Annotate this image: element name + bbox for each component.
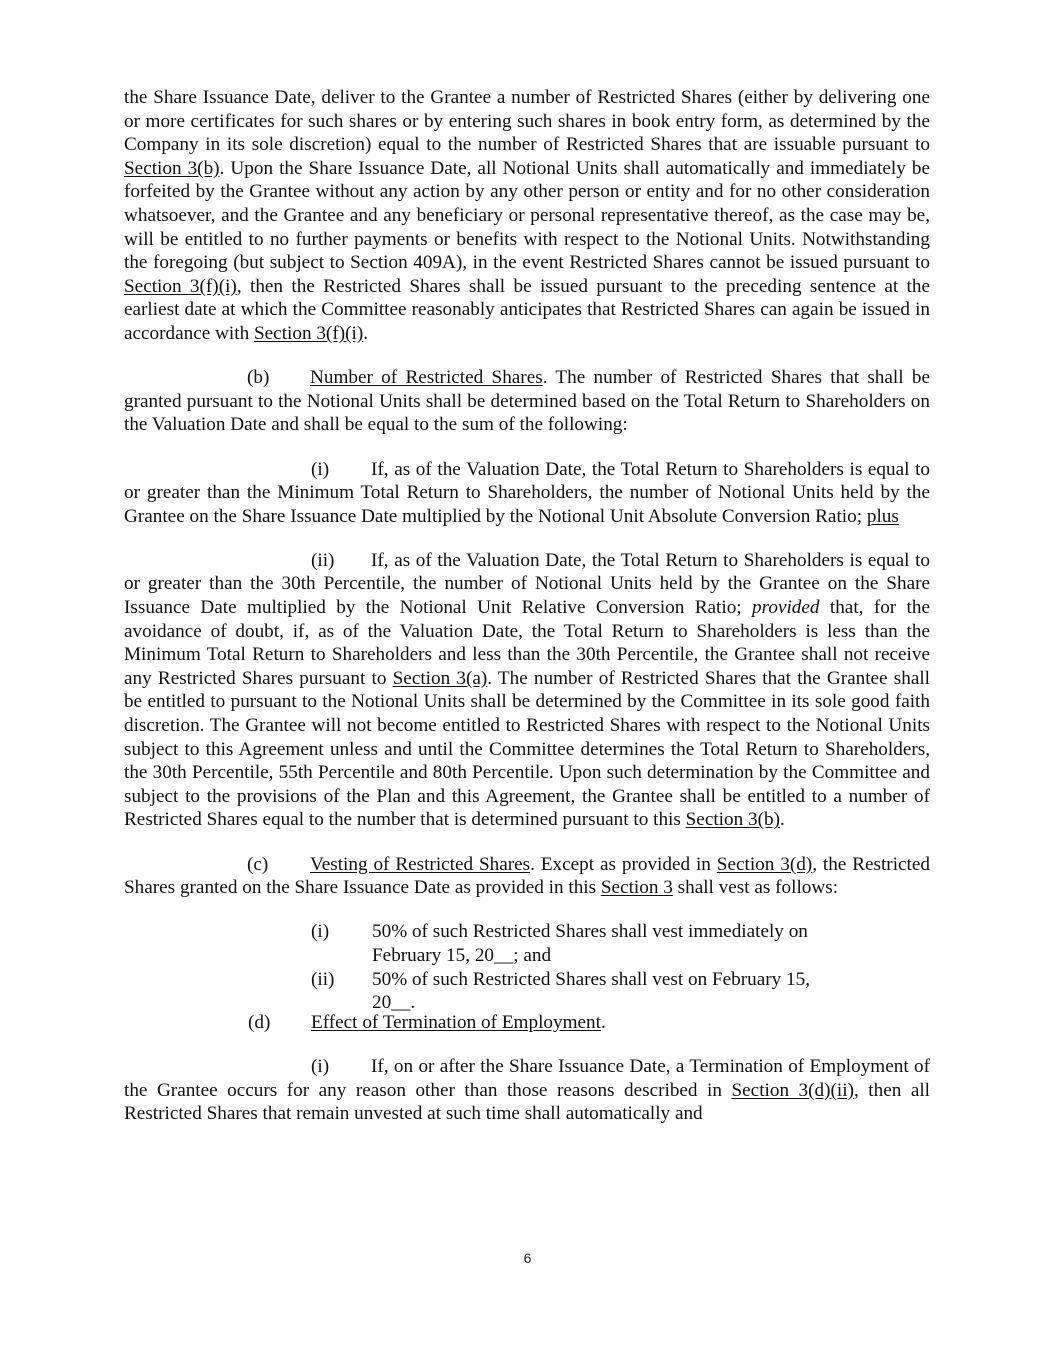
section-ref: Section 3 <box>600 877 673 899</box>
vesting-list <box>124 920 930 1014</box>
paragraph-label: (d) <box>248 1011 271 1033</box>
list-item <box>124 968 842 1015</box>
section-ref: Section 3(b) <box>124 157 220 179</box>
emphasis-plus: plus <box>866 505 899 527</box>
section-heading: Number of Restricted Shares <box>310 367 543 389</box>
section-ref: Section 3(d) <box>716 853 813 875</box>
section-ref: Section 3(a) <box>392 667 488 689</box>
paragraph-a-continuation: the Share Issuance Date, deliver to the Grantee a number of Restricted Shares (either by delivering one or more certificates for such shares or by entering such shares in book entry form, as determined by the Company in its sole discretion) equal to the number of Restricted Shares that are issuable pursuant to Section 3(b). Upon the Share Issuance Date, all Notional Units shall automatically and immediately be forfeited by the Grantee without any action by any other person or entity and for no other consideration whatsoever, and the Grantee and any beneficiary or personal representative thereof, as the case may be, will be entitled to no further payments or benefits with respect to the Notional Units. Notwithstanding the foregoing (but subject to Section 409A), in the event Restricted Shares cannot be issued pursuant to Section 3(f)(i), then the Restricted Shares shall be issued pursuant to the preceding sentence at the earliest date at which the Committee reasonably anticipates that Restricted Shares can again be issued in accordance with Section 3(f)(i). <box>124 87 930 344</box>
section-ref: Section 3(b) <box>685 809 780 831</box>
paragraph-label: (b) <box>247 367 270 389</box>
paragraph-label: (i) <box>311 1055 330 1077</box>
paragraph-b-i: (i) If, as of the Valuation Date, the Total Return to Shareholders is equal to or greater than the Minimum Total Return to Shareholders, the number of Notional Units held by the Grantee on the Share Issuance Date multiplied by the Notional Unit Absolute Conversion Ratio; plus <box>124 458 930 527</box>
paragraph-label: (i) <box>311 458 330 480</box>
section-ref: Section 3(d)(ii) <box>731 1079 854 1101</box>
paragraph-d-heading: (d) Effect of Termination of Employment. <box>248 1011 606 1033</box>
emphasis-provided: provided <box>752 597 820 619</box>
paragraph-b: (b) Number of Restricted Shares. The number of Restricted Shares that shall be granted pursuant to the Notional Units shall be determined based on the Total Return to Shareholders on the Valuation Date and shall be equal to the sum of the following: <box>124 367 930 436</box>
section-heading: Effect of Termination of Employment <box>311 1011 601 1033</box>
section-heading: Vesting of Restricted Shares <box>310 853 531 875</box>
paragraph-label: (ii) <box>311 549 335 571</box>
list-item-text: 50% of such Restricted Shares shall vest on February 15, 20__. <box>372 968 811 1014</box>
paragraph-c: (c) Vesting of Restricted Shares. Except as provided in Section 3(d), the Restricted Shares granted on the Share Issuance Date as provided in this Section 3 shall vest as follows: <box>124 853 930 899</box>
page-number: 6 <box>523 1250 532 1266</box>
list-item <box>124 920 842 967</box>
paragraph-d-i: (i) If, on or after the Share Issuance Date, a Termination of Employment of the Grantee occurs for any reason other than those reasons described in Section 3(d)(ii), then all Restricted Shares that remain unvested at such time shall automatically and <box>124 1055 931 1125</box>
section-ref: Section 3(f)(i) <box>253 322 364 344</box>
document-page <box>124 86 930 1126</box>
paragraph-b-ii: (ii) If, as of the Valuation Date, the Total Return to Shareholders is equal to or greater than the 30th Percentile, the number of Notional Units held by the Grantee on the Share Issuance Date multiplied by the Notional Unit Relative Conversion Ratio; provided that, for the avoidance of doubt, if, as of the Valuation Date, the Total Return to Shareholders is less than the Minimum Total Return to Shareholders and less than the 30th Percentile, the Grantee shall not receive any Restricted Shares pursuant to Section 3(a). The number of Restricted Shares that the Grantee shall be entitled to pursuant to the Notional Units shall be determined by the Committee in its sole good faith discretion. The Grantee will not become entitled to Restricted Shares with respect to the Notional Units subject to this Agreement unless and until the Committee determines the Total Return to Shareholders, the 30th Percentile, 55th Percentile and 80th Percentile. Upon such determination by the Committee and subject to the provisions of the Plan and this Agreement, the Grantee shall be entitled to a number of Restricted Shares equal to the number that is determined pursuant to this Section 3(b). <box>124 549 930 831</box>
section-ref: Section 3(f)(i) <box>124 275 237 297</box>
list-item-label: (ii) <box>311 968 335 990</box>
paragraph-label: (c) <box>247 853 269 875</box>
list-item-label: (i) <box>311 921 330 943</box>
list-item-text: 50% of such Restricted Shares shall vest immediately on February 15, 20__; and <box>372 921 808 966</box>
